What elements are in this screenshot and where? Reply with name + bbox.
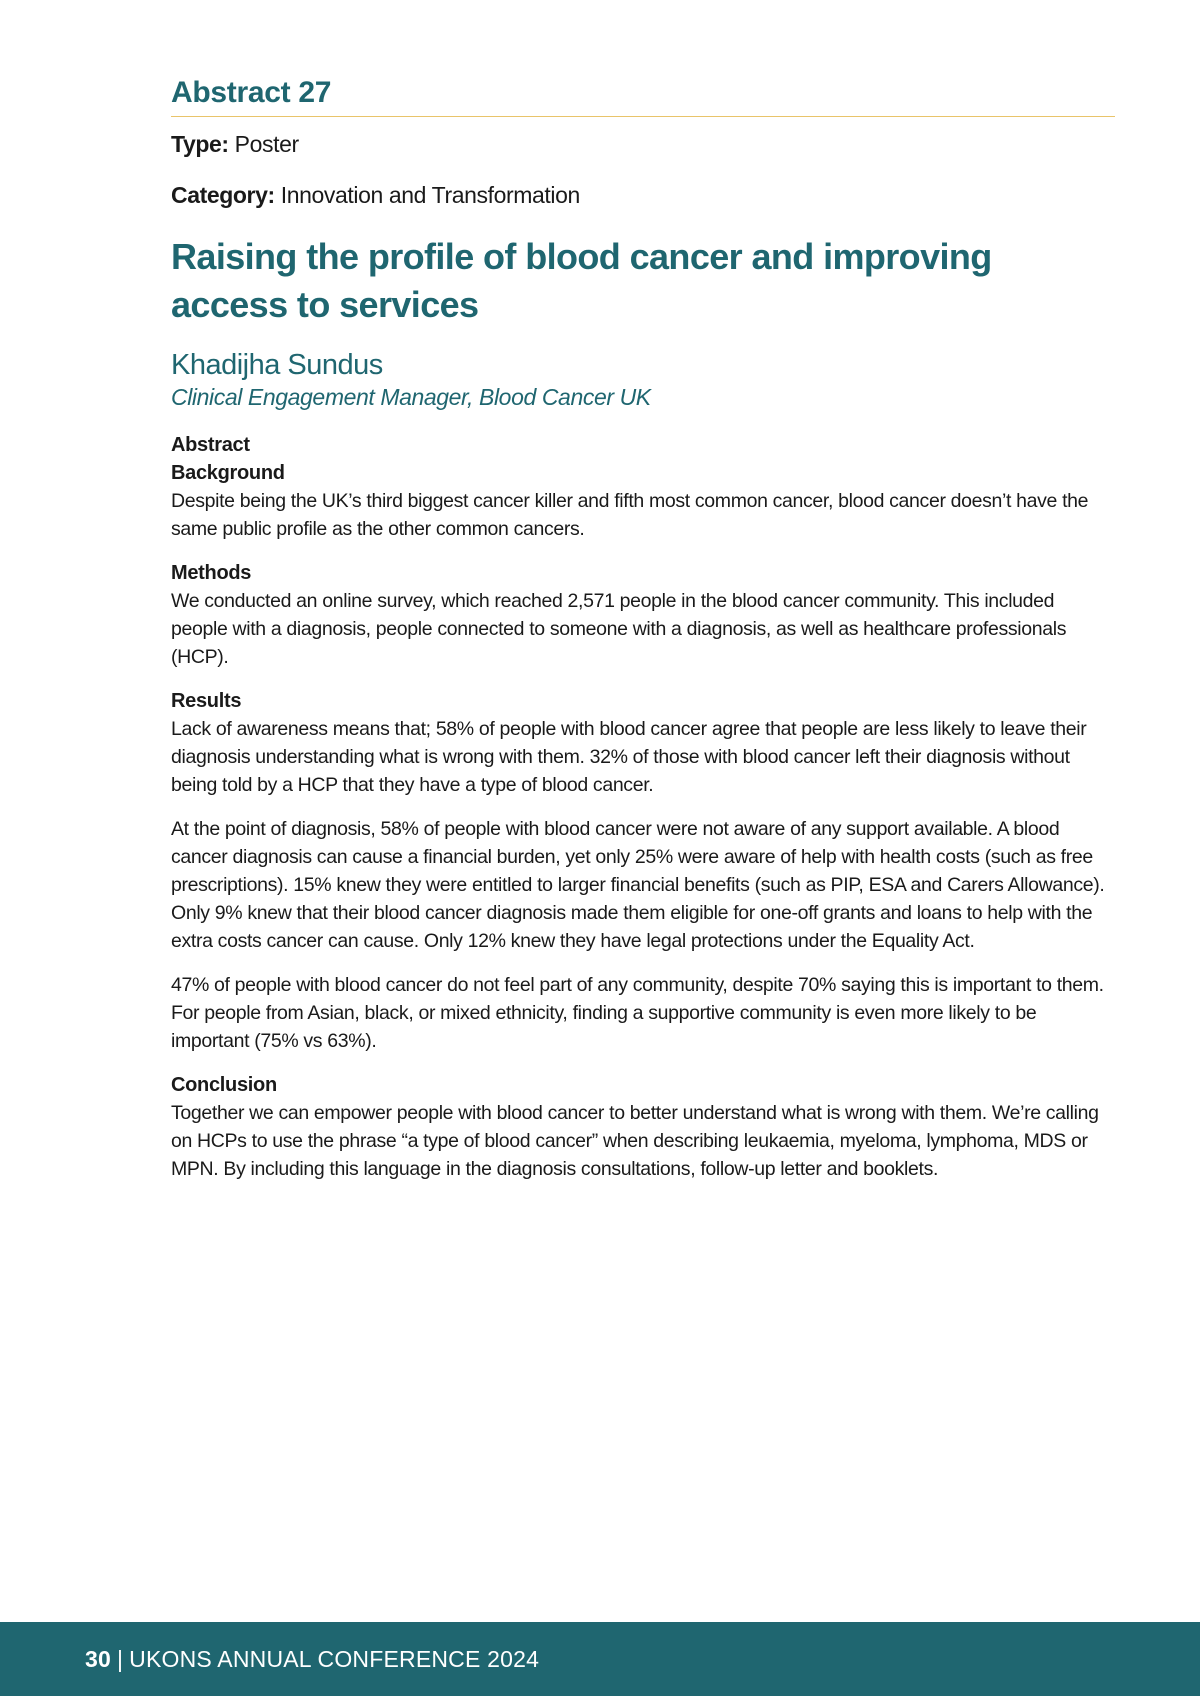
- methods-section: [171, 559, 1115, 671]
- abstract-title: Raising the profile of blood cancer and improving access to services: [171, 236, 992, 325]
- type-line: [171, 131, 1115, 158]
- conclusion-heading: Conclusion: [171, 1074, 277, 1096]
- page-footer: [0, 1622, 1200, 1696]
- abstract-page: [171, 76, 1115, 1183]
- type-value: Poster: [234, 131, 299, 157]
- category-label: Category:: [171, 182, 275, 208]
- category-line: [171, 182, 1115, 209]
- page-number: 30: [85, 1645, 111, 1672]
- category-value: Innovation and Transformation: [280, 182, 580, 208]
- background-text: Despite being the UK’s third biggest cancer killer and fifth most common cancer, blood cancer doesn’t have the same public profile as the other common cancers.: [171, 490, 1089, 540]
- conclusion-section: [171, 1071, 1115, 1183]
- type-label: Type:: [171, 131, 229, 157]
- methods-text: We conducted an online survey, which reached 2,571 people in the blood cancer community. This included people with a diagnosis, people connected to someone with a diagnosis, as well as healthcare professionals (HCP).: [171, 590, 1067, 668]
- footer-text: [85, 1646, 539, 1673]
- results-paragraph: Lack of awareness means that; 58% of people with blood cancer agree that people are less likely to leave their diagnosis understanding what is wrong with them. 32% of those with blood cancer left their diagnosis without being told by a HCP that they have a type of blood cancer.: [171, 718, 1087, 796]
- results-section: [171, 687, 1115, 1055]
- author-name: Khadijha Sundus: [171, 349, 383, 381]
- conclusion-text: Together we can empower people with blood cancer to better understand what is wrong with them. We’re calling on HCPs to use the phrase “a type of blood cancer” when describing leukaemia, myeloma, lymphoma, MDS or MPN. By including this language in the diagnosis consultations, follow-up letter and booklets.: [171, 1102, 1099, 1180]
- results-heading: Results: [171, 690, 242, 712]
- methods-heading: Methods: [171, 562, 252, 584]
- results-paragraph: At the point of diagnosis, 58% of people with blood cancer were not aware of any support available. A blood cancer diagnosis can cause a financial burden, yet only 25% were aware of help with health costs (such as free prescriptions). 15% knew they were entitled to larger financial benefits (such as PIP, ESA and Carers Allowance). Only 9% knew that their blood cancer diagnosis made them eligible for one-off grants and loans to help with the extra costs cancer can cause. Only 12% knew they have legal protections under the Equality Act.: [171, 818, 1105, 952]
- author-role: Clinical Engagement Manager, Blood Cancer UK: [171, 384, 651, 410]
- abstract-heading: Abstract: [171, 434, 250, 456]
- results-paragraph: 47% of people with blood cancer do not feel part of any community, despite 70% saying this is important to them. For people from Asian, black, or mixed ethnicity, finding a supportive community is even more likely to be important (75% vs 63%).: [171, 974, 1104, 1052]
- conference-name: UKONS ANNUAL CONFERENCE 2024: [129, 1645, 540, 1672]
- footer-separator: |: [116, 1645, 124, 1672]
- background-section: [171, 459, 1115, 543]
- abstract-number: Abstract 27: [171, 76, 1115, 117]
- background-heading: Background: [171, 462, 285, 484]
